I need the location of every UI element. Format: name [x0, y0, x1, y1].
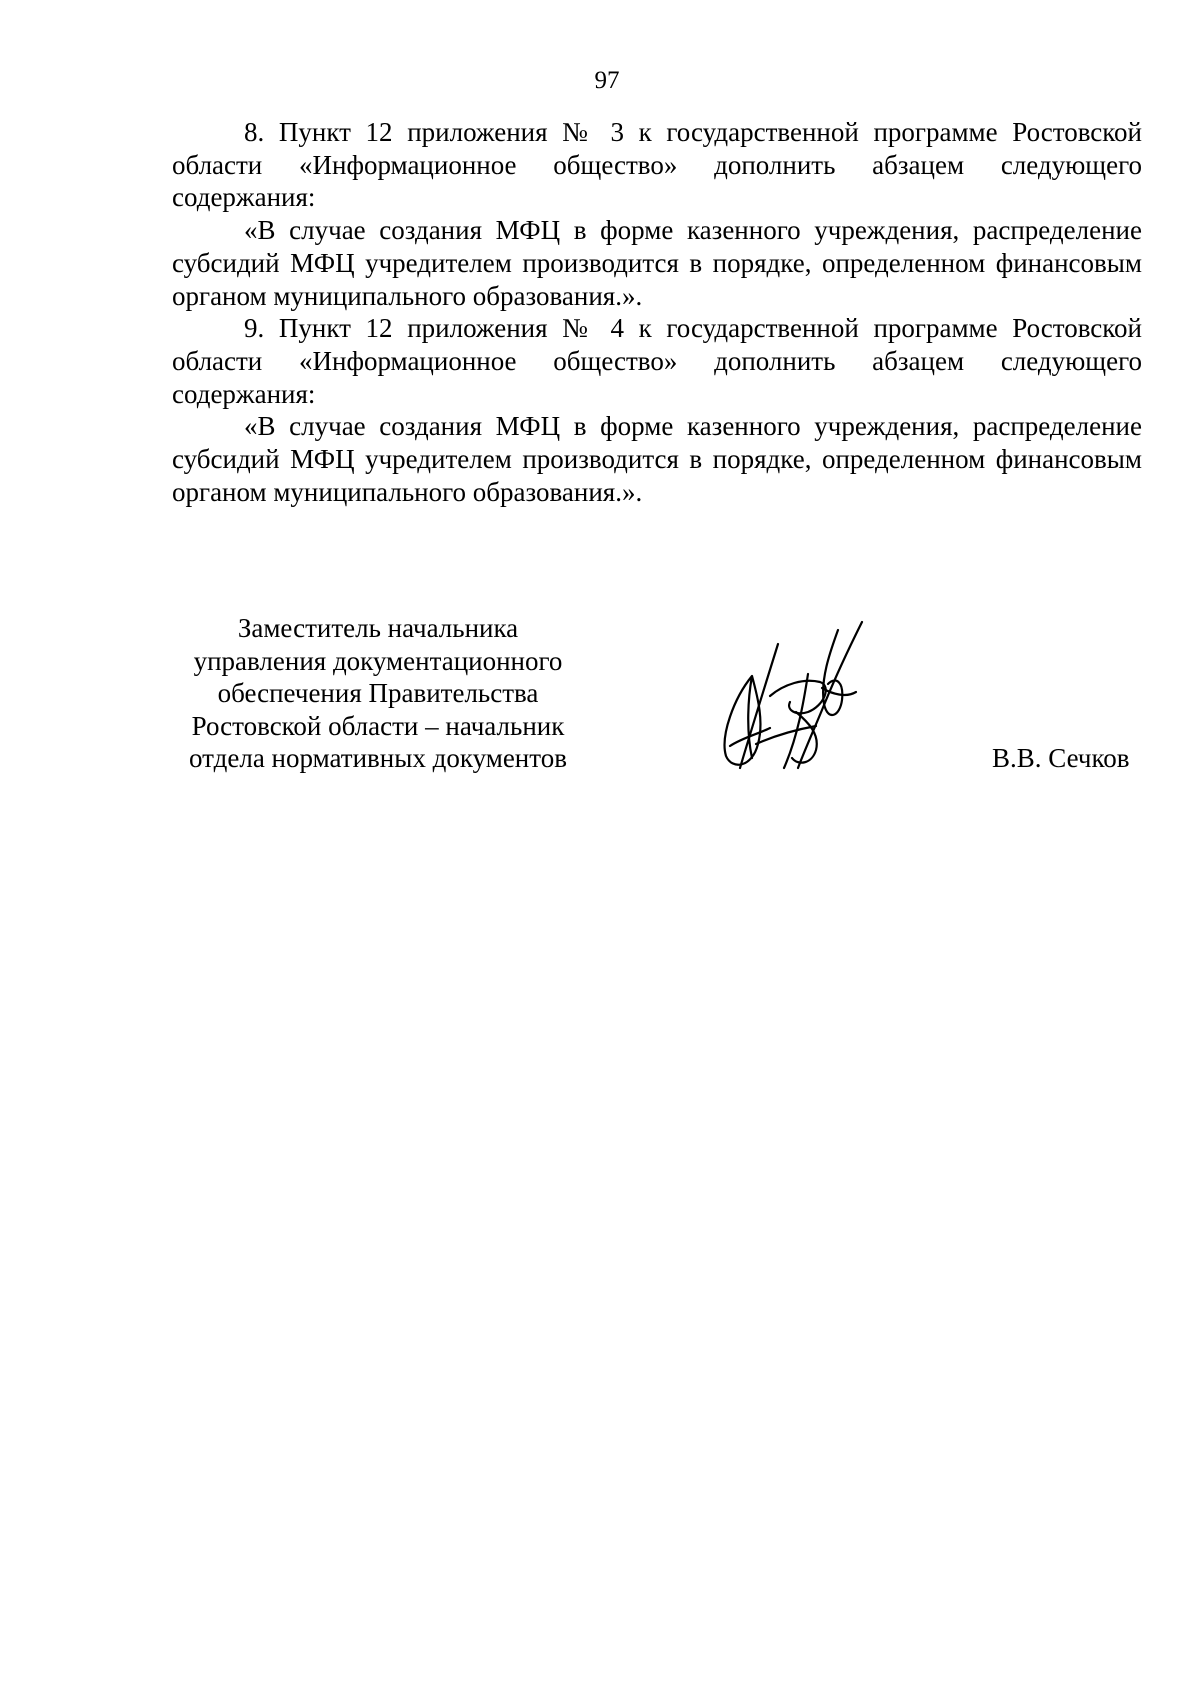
signatory-position-line: отдела нормативных документов — [189, 743, 567, 773]
signatory-name: В.В. Сечков — [992, 743, 1130, 773]
paragraph-item-8-insertion: «В случае создания МФЦ в форме казенного учреждения, распределение субсидий МФЦ учредителем производится в порядке, определенном финансовым органом муниципального образования.». — [172, 215, 1142, 311]
document-body — [172, 116, 1142, 508]
page-number: 97 — [594, 67, 620, 94]
signatory-position-line: обеспечения Правительства — [217, 678, 539, 708]
signatory-position-line: управления документационного — [193, 645, 563, 676]
handwritten-signature — [712, 618, 884, 780]
paragraph-item-9-insertion: «В случае создания МФЦ в форме казенного учреждения, распределение субсидий МФЦ учредителем производится в порядке, определенном финансовым органом муниципального образования.». — [172, 411, 1142, 507]
signatory-position-line: Ростовской области – начальник — [191, 710, 565, 741]
signatory-position-line: Заместитель начальника — [237, 613, 519, 643]
paragraph-item-9: 9. Пункт 12 приложения № 4 к государственной программе Ростовской области «Информационное общество» дополнить абзацем следующего содержания: — [172, 313, 1142, 409]
signatory-position — [168, 612, 588, 775]
paragraph-item-8: 8. Пункт 12 приложения № 3 к государственной программе Ростовской области «Информационное общество» дополнить абзацем следующего содержания: — [172, 117, 1142, 213]
